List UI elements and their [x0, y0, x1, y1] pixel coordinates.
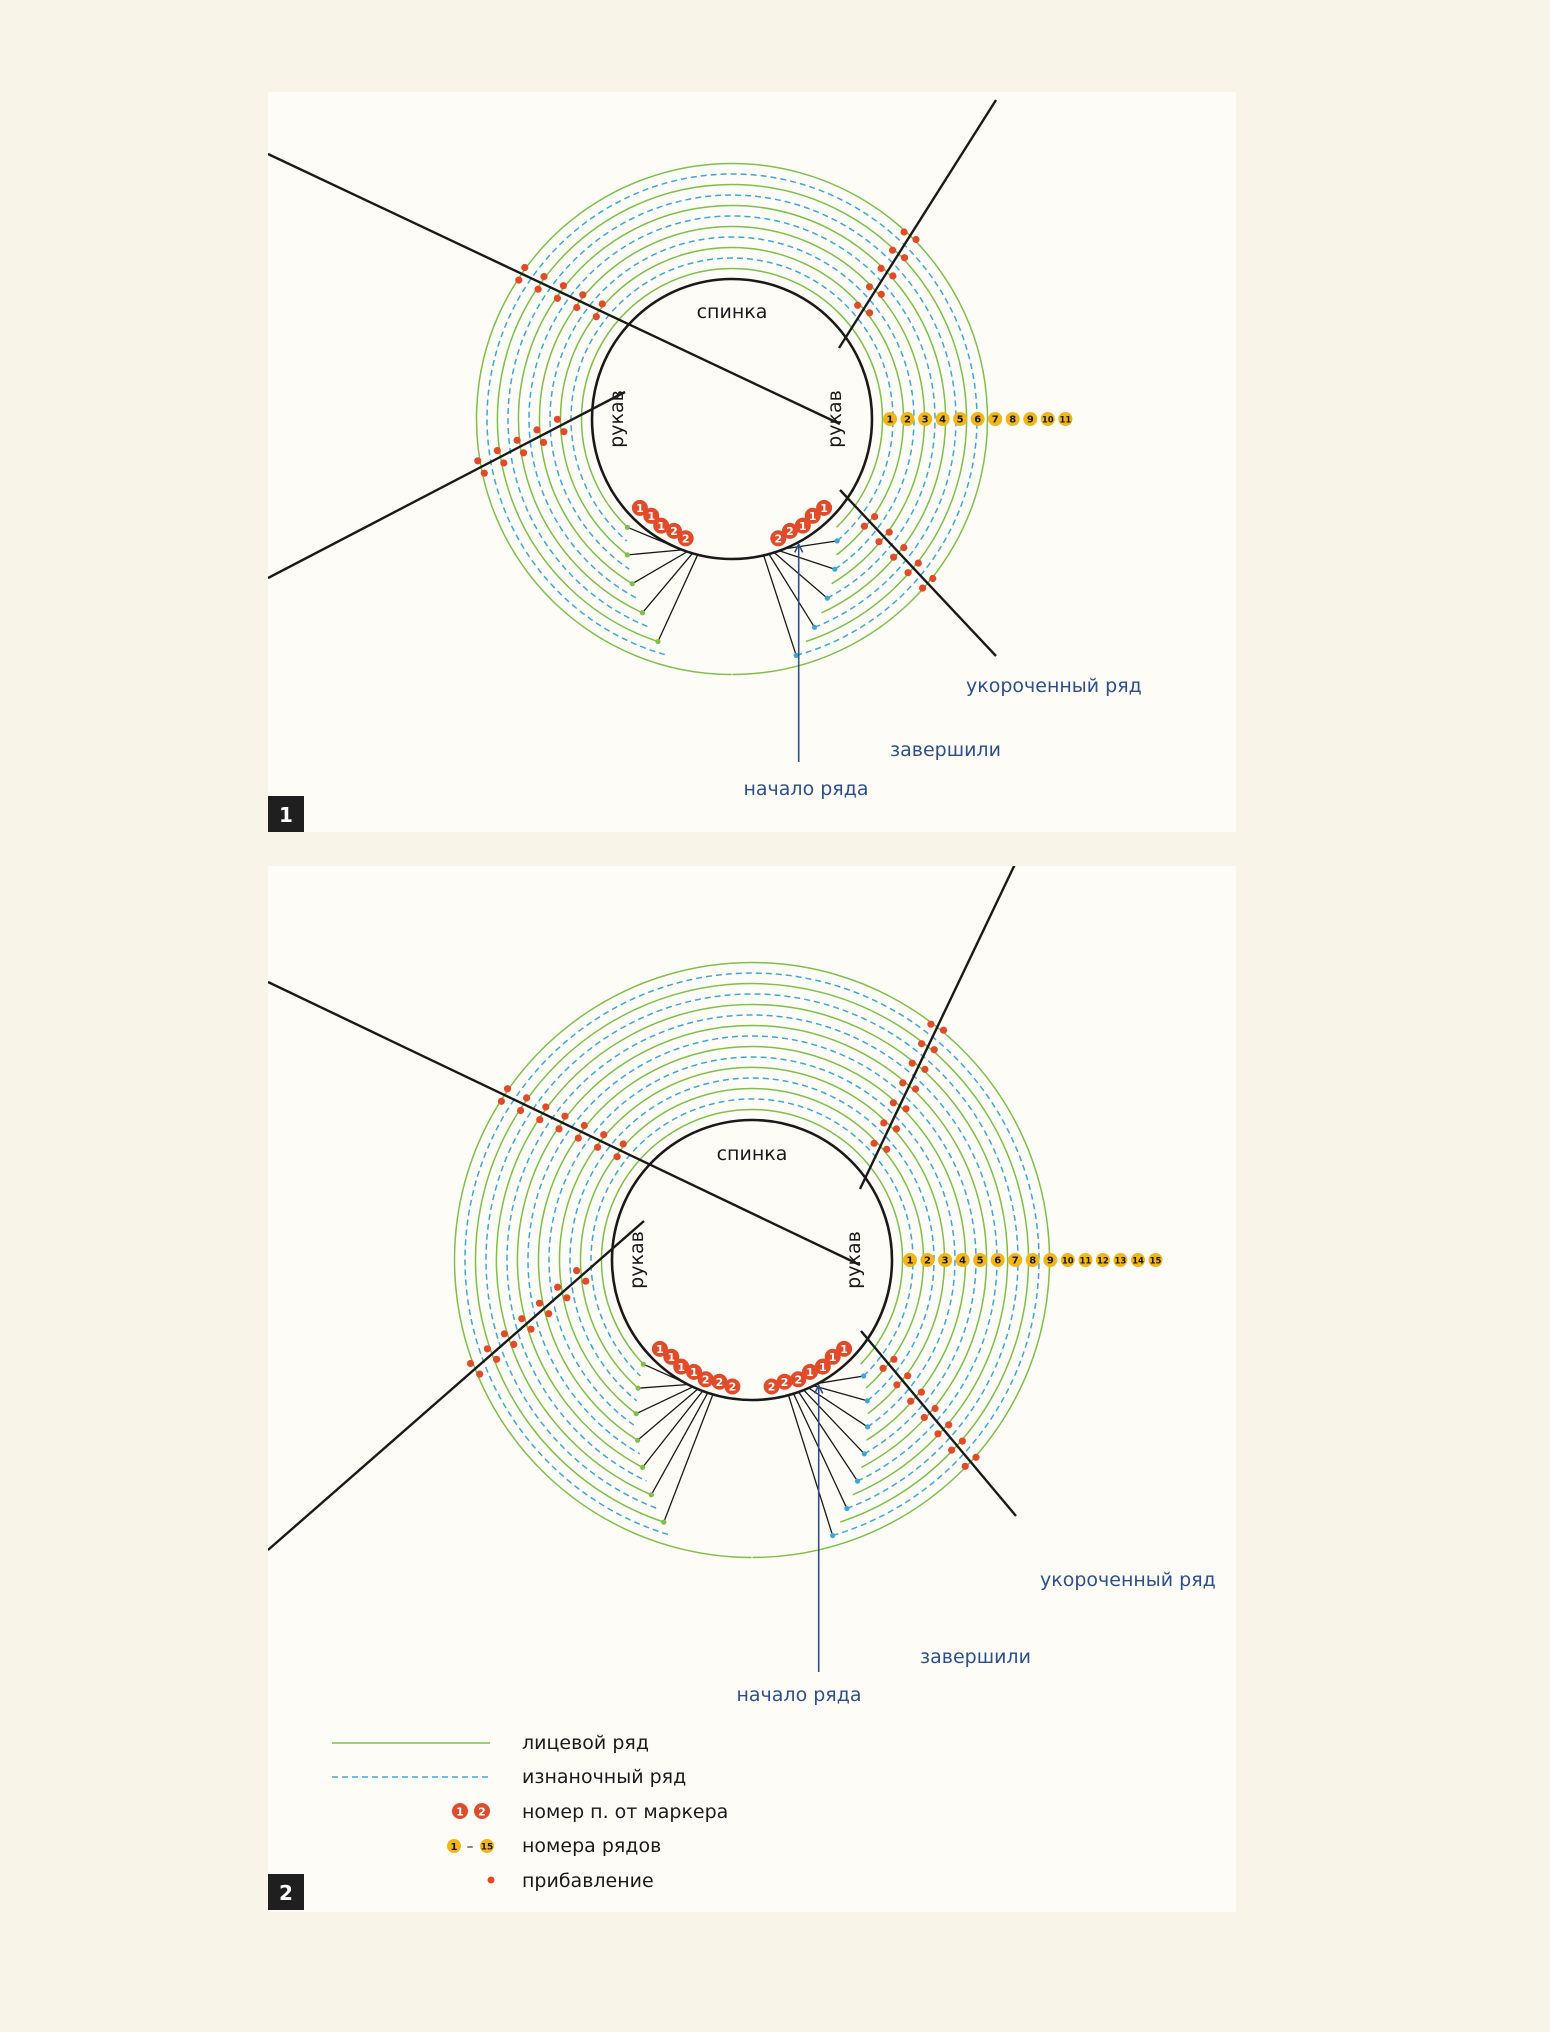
- increase-dot: [614, 1153, 621, 1160]
- row-number-label: 4: [939, 414, 947, 426]
- stitch-marker-label: 2: [794, 1373, 803, 1387]
- row-number-label: 6: [994, 1255, 1002, 1267]
- stitch-marker-label: 2: [681, 532, 690, 546]
- arrow-end: [636, 1386, 641, 1391]
- stitch-marker-label: 1: [798, 519, 807, 533]
- row-number-label: 1: [906, 1255, 914, 1267]
- increase-dot: [912, 236, 919, 243]
- row-number-label: 11: [1059, 415, 1072, 426]
- legend-row-numbers-label: номера рядов: [522, 1835, 662, 1857]
- increase-dot: [890, 1356, 897, 1363]
- stitch-marker-label: 2: [670, 525, 678, 539]
- raglan-line: [268, 392, 625, 578]
- label-back: спинка: [696, 301, 768, 323]
- increase-dot: [889, 247, 896, 254]
- legend-marker-label: номер п. от маркера: [522, 1801, 729, 1823]
- increase-dot: [893, 1125, 900, 1132]
- increase-dot: [579, 291, 586, 298]
- diagram-2-panel: [268, 866, 1236, 1912]
- label-sleeve-right: рукав: [824, 390, 846, 448]
- row-number-label: 9: [1046, 1255, 1054, 1267]
- row-number-label: 6: [974, 414, 982, 426]
- stitch-marker-label: 2: [780, 1375, 789, 1389]
- increase-dot: [871, 513, 878, 520]
- row-number-label: 15: [1149, 1256, 1162, 1267]
- arrow-end: [661, 1520, 666, 1525]
- stitch-marker-label: 2: [715, 1375, 724, 1389]
- increase-dot: [533, 426, 540, 433]
- increase-dot: [893, 1381, 900, 1388]
- increase-dot: [880, 1119, 887, 1126]
- arrow-end: [655, 639, 660, 644]
- increase-dot: [905, 569, 912, 576]
- arrow-end: [641, 1362, 646, 1367]
- stitch-marker-label: 2: [701, 1373, 710, 1387]
- stitch-marker-label: 1: [677, 1360, 686, 1374]
- increase-dot: [904, 1372, 911, 1379]
- increase-dot: [504, 1085, 511, 1092]
- legend-row-from-label: 1: [450, 1842, 458, 1853]
- turn-line: [658, 555, 698, 642]
- legend-row-to-label: 15: [480, 1842, 494, 1853]
- turn-line: [627, 550, 682, 555]
- increase-dot: [510, 1341, 517, 1348]
- diagram-1: [268, 92, 1236, 832]
- legend-knit-label: лицевой ряд: [522, 1732, 649, 1754]
- increase-dot: [901, 254, 908, 261]
- stitch-marker-label: 2: [767, 1380, 776, 1394]
- increase-dot: [919, 585, 926, 592]
- increase-dot: [932, 1405, 939, 1412]
- turn-line: [804, 1390, 865, 1454]
- increase-dot: [921, 1414, 928, 1421]
- increase-dot: [861, 523, 868, 530]
- increase-dot: [535, 286, 542, 293]
- increase-dot: [582, 1278, 589, 1285]
- increase-dot: [972, 1454, 979, 1461]
- increase-dot: [912, 1085, 919, 1092]
- row-number-label: 2: [904, 414, 911, 426]
- row-number-label: 1: [886, 414, 894, 426]
- stitch-marker-label: 1: [818, 1360, 827, 1374]
- stitch-markers: [652, 1341, 852, 1395]
- stitch-marker-label: 1: [840, 1343, 848, 1357]
- label-short-row: укороченный ряд: [966, 675, 1142, 697]
- increase-dot: [581, 1122, 588, 1129]
- row-number-label: 8: [1009, 414, 1017, 426]
- increase-dot: [560, 282, 567, 289]
- increase-dot: [854, 302, 861, 309]
- increase-dot: [467, 1360, 474, 1367]
- arrow-end: [862, 1451, 867, 1456]
- diagram-1-panel: [268, 92, 1236, 832]
- increase-dot: [900, 544, 907, 551]
- stitch-marker-label: 1: [667, 1351, 676, 1364]
- legend-marker-1-label: 1: [456, 1805, 464, 1819]
- stitch-marker-label: 2: [774, 532, 783, 546]
- increase-dot: [918, 1389, 925, 1396]
- increase-dot: [878, 291, 885, 298]
- row-start-line: [815, 1385, 823, 1672]
- increase-dot: [918, 1040, 925, 1047]
- row-numbers: [883, 412, 1072, 426]
- raglan-line: [861, 1331, 1016, 1516]
- increase-dot: [931, 1046, 938, 1053]
- increase-dot: [593, 313, 600, 320]
- label-sleeve-left: рукав: [626, 1231, 648, 1289]
- legend-marker-2-label: 2: [478, 1805, 486, 1819]
- increase-dot: [909, 1060, 916, 1067]
- increase-dot: [927, 1021, 934, 1028]
- row-number-label: 12: [1096, 1256, 1109, 1267]
- row-ring: [529, 216, 935, 598]
- stitch-marker-label: 1: [828, 1351, 837, 1364]
- row-number-label: 11: [1079, 1256, 1092, 1267]
- increase-dot: [890, 1099, 897, 1106]
- turn-line: [638, 1389, 698, 1440]
- arrow-end: [640, 1465, 645, 1470]
- increase-dot: [880, 1365, 887, 1372]
- label-row-start: начало ряда: [736, 1684, 862, 1706]
- increase-dot: [498, 1098, 505, 1105]
- increase-dot: [599, 300, 606, 307]
- raglan-line: [268, 1221, 644, 1550]
- increase-dot: [523, 1094, 530, 1101]
- arrow-end: [855, 1479, 860, 1484]
- row-number-label: 9: [1026, 414, 1034, 426]
- arrow-end: [634, 1411, 639, 1416]
- increase-dot: [934, 1430, 941, 1437]
- arrow-end: [635, 1438, 640, 1443]
- increase-dot: [878, 265, 885, 272]
- increase-dot: [561, 1113, 568, 1120]
- arrow-end: [825, 596, 830, 601]
- raglan-line: [268, 982, 860, 1265]
- arrow-end: [640, 610, 645, 615]
- label-short-row: укороченный ряд: [1040, 1569, 1216, 1591]
- increase-dot: [875, 538, 882, 545]
- increase-dot: [555, 1125, 562, 1132]
- stitch-marker-label: 1: [806, 1366, 814, 1380]
- increase-dot: [620, 1140, 627, 1147]
- diagram-2: [268, 866, 1236, 1912]
- increase-dot: [474, 457, 481, 464]
- increase-dot: [907, 1398, 914, 1405]
- row-ring: [496, 1004, 1007, 1494]
- legend-purl-label: изнаночный ряд: [522, 1766, 687, 1788]
- increase-dot: [545, 1310, 552, 1317]
- increase-dot: [560, 428, 567, 435]
- increases: [467, 1021, 980, 1470]
- increase-dot: [536, 1116, 543, 1123]
- stitch-marker-label: 1: [656, 1343, 664, 1357]
- increase-dot: [921, 1066, 928, 1073]
- label-finished: завершили: [890, 739, 1001, 761]
- increase-dot: [563, 1294, 570, 1301]
- arrow-end: [630, 581, 635, 586]
- row-number-label: 3: [941, 1255, 949, 1267]
- row-number-label: 10: [1041, 415, 1054, 426]
- row-numbers: [903, 1253, 1163, 1267]
- increase-dot: [521, 264, 528, 271]
- label-back: спинка: [716, 1143, 788, 1165]
- increase-dot: [899, 1079, 906, 1086]
- increase-dot: [940, 1027, 947, 1034]
- increase-dot: [518, 1315, 525, 1322]
- increase-dot: [476, 1371, 483, 1378]
- row-ring: [508, 195, 956, 627]
- legend-increase-dot: [488, 1877, 495, 1884]
- label-sleeve-right: рукав: [843, 1231, 865, 1289]
- increase-dot: [517, 1107, 524, 1114]
- arrow-end: [865, 1398, 870, 1403]
- arrow-end: [865, 1424, 870, 1429]
- turn-line: [632, 552, 687, 584]
- arrow-end: [625, 552, 630, 557]
- row-number-label: 7: [1011, 1255, 1019, 1267]
- row-ring: [475, 984, 1028, 1523]
- arrow-end: [844, 1506, 849, 1511]
- increase-dot: [540, 273, 547, 280]
- raglan-line: [860, 866, 1016, 1189]
- stitch-marker-label: 1: [647, 510, 656, 523]
- increase-dot: [554, 1284, 561, 1291]
- increase-dot: [527, 1326, 534, 1333]
- increase-dot: [871, 1140, 878, 1147]
- turn-line: [794, 1394, 847, 1509]
- stitch-marker-label: 2: [786, 525, 794, 539]
- stitch-marker-label: 1: [808, 510, 817, 523]
- short-row-turns: [634, 1362, 871, 1539]
- increase-dot: [542, 1103, 549, 1110]
- increase-dot: [501, 1330, 508, 1337]
- increase-dot: [520, 449, 527, 456]
- increase-dot: [515, 277, 522, 284]
- increase-dot: [886, 529, 893, 536]
- increase-dot: [901, 228, 908, 235]
- increase-dot: [889, 272, 896, 279]
- increase-dot: [540, 439, 547, 446]
- stitch-marker-label: 1: [636, 502, 644, 516]
- increase-dot: [948, 1447, 955, 1454]
- increase-dot: [594, 1144, 601, 1151]
- row-ring: [498, 184, 967, 641]
- increase-dot: [554, 295, 561, 302]
- label-row-start: начало ряда: [743, 778, 869, 800]
- increase-dot: [890, 554, 897, 561]
- stitch-marker-label: 2: [728, 1380, 737, 1394]
- row-number-label: 7: [991, 414, 999, 426]
- turn-line: [814, 1386, 868, 1401]
- row-number-label: 4: [959, 1255, 967, 1267]
- badge-2-number: 2: [279, 1881, 293, 1905]
- row-number-label: 13: [1114, 1256, 1127, 1267]
- increase-dot: [866, 283, 873, 290]
- arrow-end: [832, 567, 837, 572]
- row-number-label: 2: [924, 1255, 931, 1267]
- increase-dot: [959, 1438, 966, 1445]
- stitch-marker-label: 1: [820, 502, 828, 516]
- row-number-label: 3: [921, 414, 929, 426]
- stitch-marker-label: 1: [657, 519, 666, 533]
- increase-dot: [500, 459, 507, 466]
- increase-dot: [575, 1135, 582, 1142]
- increase-dot: [536, 1300, 543, 1307]
- legend-increase-label: прибавление: [522, 1870, 654, 1892]
- increase-dot: [945, 1421, 952, 1428]
- increase-dot: [554, 416, 561, 423]
- increase-dot: [600, 1131, 607, 1138]
- turn-line: [638, 1385, 688, 1389]
- row-number-label: 14: [1132, 1256, 1144, 1267]
- label-finished: завершили: [920, 1646, 1031, 1668]
- increase-dot: [573, 304, 580, 311]
- arrow-end: [625, 525, 630, 530]
- short-row-turns: [625, 525, 840, 658]
- turn-line: [764, 555, 797, 655]
- legend: [332, 1732, 728, 1892]
- increase-dot: [902, 1105, 909, 1112]
- increase-dot: [962, 1463, 969, 1470]
- turn-line: [789, 1395, 833, 1535]
- increase-dot: [481, 470, 488, 477]
- increase-dot: [493, 1356, 500, 1363]
- turn-line: [779, 551, 835, 569]
- row-number-label: 5: [976, 1255, 984, 1267]
- increase-dot: [573, 1267, 580, 1274]
- increase-dot: [866, 309, 873, 316]
- arrow-end: [649, 1492, 654, 1497]
- arrow-end: [861, 1373, 866, 1378]
- arrow-end: [830, 1533, 835, 1538]
- badge-1-number: 1: [279, 803, 293, 827]
- increase-dot: [494, 447, 501, 454]
- row-number-label: 8: [1029, 1255, 1037, 1267]
- arrow-end: [812, 625, 817, 630]
- increase-dot: [883, 1146, 890, 1153]
- increase-dot: [929, 575, 936, 582]
- legend-row-dash: –: [466, 1839, 474, 1855]
- stitch-marker-label: 1: [690, 1366, 698, 1380]
- increase-dot: [514, 437, 521, 444]
- label-sleeve-left: рукав: [606, 390, 628, 448]
- row-number-label: 5: [956, 414, 964, 426]
- increase-dot: [915, 560, 922, 567]
- increase-dot: [484, 1345, 491, 1352]
- row-number-label: 10: [1061, 1256, 1074, 1267]
- arrow-end: [835, 538, 840, 543]
